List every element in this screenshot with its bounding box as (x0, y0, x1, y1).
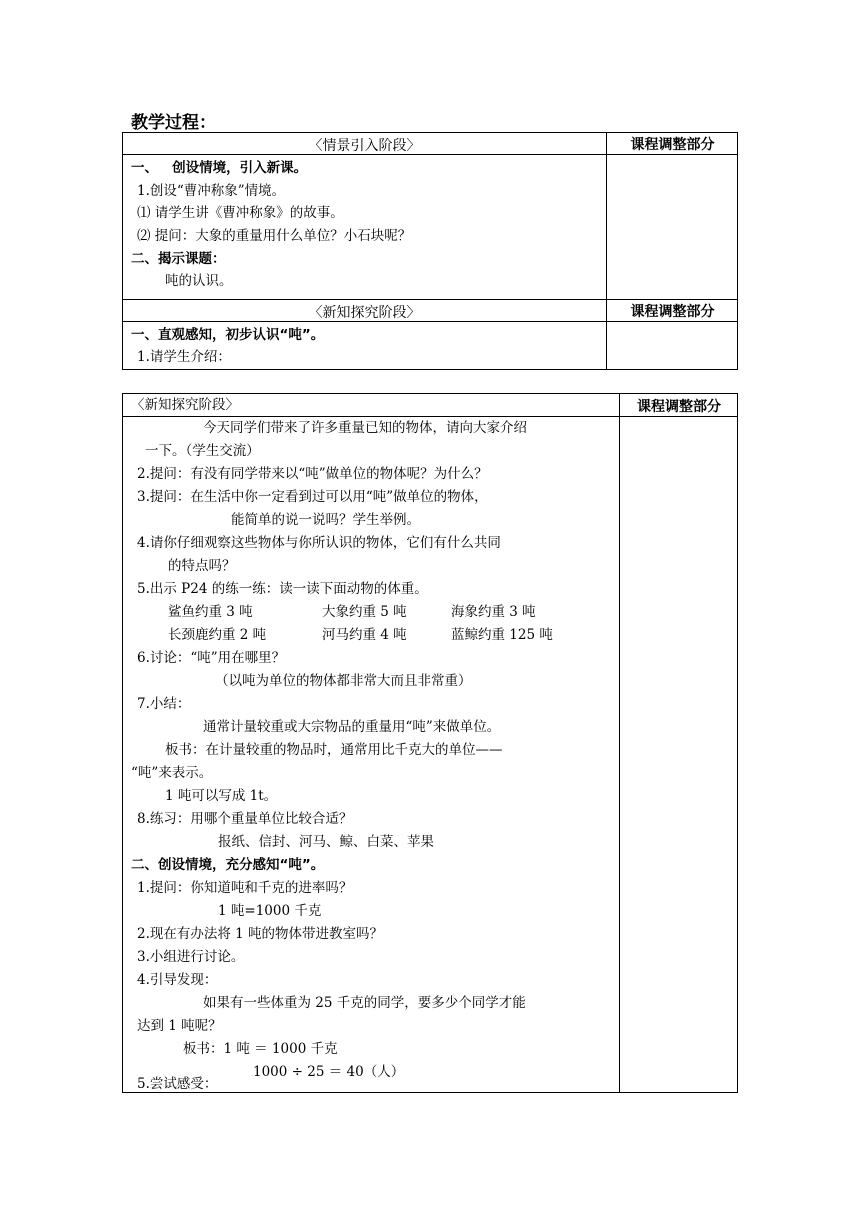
list-item: 4.引导发现： (137, 972, 218, 988)
list-item: （以吨为单位的物体都非常大而且非常重） (215, 673, 472, 689)
section-title-intro: 〈情景引入阶段〉 (308, 138, 421, 154)
animal-weight: 鲨鱼约重 3 吨 (168, 604, 253, 620)
list-item: 5.出示 P24 的练一练：读一读下面动物的体重。 (137, 581, 428, 597)
animal-weight: 海象约重 3 吨 (451, 604, 536, 620)
lesson-table-1 (122, 132, 738, 370)
list-item: 一、 创设情境，引入新课。 (131, 160, 308, 176)
list-item: ⑴ 请学生讲《曹冲称象》的故事。 (137, 205, 344, 221)
adjustment-column-header: 课程调整部分 (630, 137, 715, 153)
column-divider (619, 394, 620, 1092)
list-item: 今天同学们带来了许多重量已知的物体，请向大家介绍 (203, 420, 527, 436)
list-item: ⑵ 提问：大象的重量用什么单位？小石块呢？ (137, 228, 412, 244)
list-item: 4.请你仔细观察这些物体与你所认识的物体，它们有什么共同 (137, 535, 501, 551)
lesson-table-2 (122, 393, 738, 1093)
animal-weight: 河马约重 4 吨 (322, 627, 407, 643)
animal-weight: 长颈鹿约重 2 吨 (168, 627, 267, 643)
list-item: 吨的认识。 (165, 273, 233, 289)
list-item: 板书：1 吨 ＝ 1000 千克 (183, 1041, 338, 1057)
list-item: 1.请学生介绍： (137, 349, 231, 365)
section-title-explore: 〈新知探究阶段〉 (308, 305, 421, 321)
list-item: 3.提问：在生活中你一定看到过可以用“吨”做单位的物体， (137, 489, 488, 505)
animal-weight: 大象约重 5 吨 (322, 604, 407, 620)
list-item: 1000 ÷ 25 ＝ 40（人） (253, 1064, 405, 1080)
adjustment-column-header: 课程调整部分 (637, 399, 721, 415)
list-item: “吨”来表示。 (131, 765, 213, 781)
list-item: 1 吨=1000 千克 (218, 903, 322, 919)
list-item: 3.小组进行讨论。 (137, 949, 245, 965)
list-item: 6.讨论：“吨”用在哪里？ (137, 650, 286, 666)
list-item: 板书：在计量较重的物品时，通常用比千克大的单位—— (165, 742, 503, 758)
list-item: 报纸、信封、河马、鲸、白菜、苹果 (218, 834, 434, 850)
list-item: 2.现在有办法将 1 吨的物体带进教室吗？ (137, 926, 384, 942)
list-item: 如果有一些体重为 25 千克的同学，要多少个同学才能 (203, 995, 526, 1011)
adjustment-column-header: 课程调整部分 (630, 304, 715, 320)
list-item: 二、揭示课题： (131, 251, 226, 267)
list-item: 通常计量较重或大宗物品的重量用“吨”来做单位。 (203, 719, 501, 735)
list-item: 一下。（学生交流） (145, 443, 260, 459)
page-heading: 教学过程： (131, 113, 216, 133)
list-item: 一、直观感知，初步认识“吨”。 (131, 327, 325, 343)
list-item: 1.创设“曹冲称象”情境。 (137, 183, 286, 199)
list-item: 达到 1 吨呢？ (137, 1018, 222, 1034)
list-item: 7.小结： (137, 696, 191, 712)
list-item: 的特点吗？ (168, 558, 236, 574)
section-heading: 二、创设情境，充分感知“吨”。 (131, 857, 325, 873)
list-item: 2.提问：有没有同学带来以“吨”做单位的物体呢？为什么？ (137, 466, 488, 482)
list-item: 能简单的说一说吗？学生举例。 (231, 512, 420, 528)
list-item: 5.尝试感受： (137, 1076, 218, 1092)
section-title-explore: 〈新知探究阶段〉 (131, 397, 239, 413)
list-item: 8.练习：用哪个重量单位比较合适？ (137, 811, 353, 827)
column-divider (606, 133, 607, 369)
list-item: 1.提问：你知道吨和千克的进率吗？ (137, 880, 353, 896)
animal-weight: 蓝鲸约重 125 吨 (451, 627, 553, 643)
list-item: 1 吨可以写成 1t。 (165, 788, 278, 804)
